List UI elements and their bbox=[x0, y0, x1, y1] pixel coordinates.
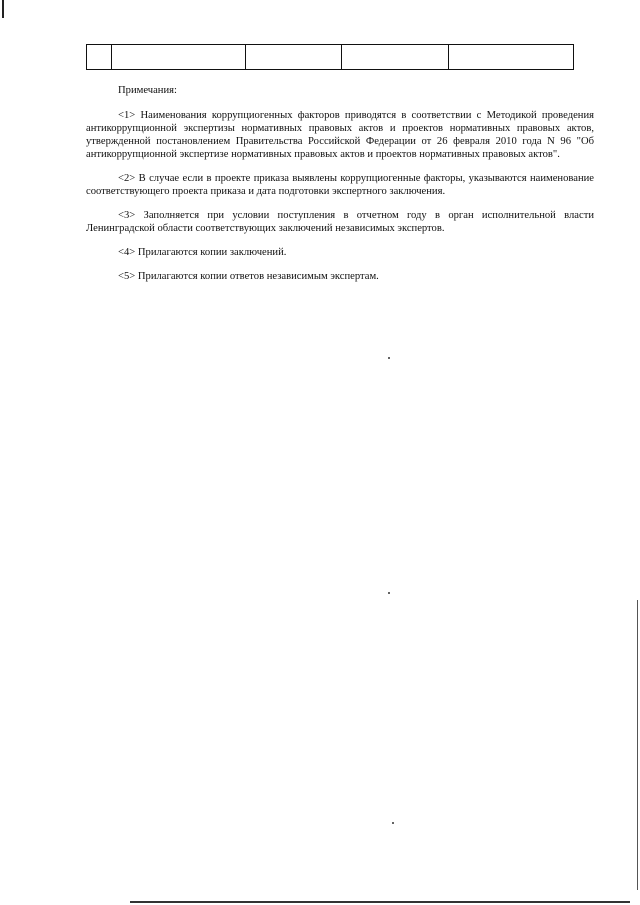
note-2: <2> В случае если в проекте приказа выявлены коррупциогенные факторы, указываются наименование соответствующего проекта приказа и дата подготовки экспертного заключения. bbox=[86, 173, 594, 197]
table-cell bbox=[449, 45, 573, 69]
scan-speck bbox=[388, 357, 390, 359]
notes-section bbox=[86, 84, 594, 294]
table-cell bbox=[246, 45, 342, 69]
scan-edge-left bbox=[2, 0, 4, 18]
note-5: <5> Прилагаются копии ответов независимым экспертам. bbox=[118, 271, 379, 282]
note-3: <3> Заполняется при условии поступления в отчетном году в орган исполнительной власти Ленинградской области соответствующих заключений независимых экспертов. bbox=[86, 210, 594, 234]
scan-edge-right bbox=[637, 600, 638, 890]
scan-speck bbox=[388, 592, 390, 594]
table-cell bbox=[112, 45, 246, 69]
notes-title: Примечания: bbox=[118, 85, 177, 96]
table-cell bbox=[342, 45, 449, 69]
note-4: <4> Прилагаются копии заключений. bbox=[118, 247, 287, 258]
note-1: <1> Наименования коррупциогенных факторов приводятся в соответствии с Методикой проведения антикоррупционной экспертизы нормативных правовых актов и проектов нормативных правовых актов, утвержденной постановлением Правительства Российской Федерации от 26 февраля 2010 года N 96 "Об антикоррупционной экспертизе нормативных правовых актов и проектов нормативных правовых актов". bbox=[86, 110, 594, 160]
scan-speck bbox=[392, 822, 394, 824]
table-cell bbox=[87, 45, 112, 69]
table-fragment bbox=[86, 44, 574, 70]
scan-edge-bottom bbox=[130, 901, 630, 903]
